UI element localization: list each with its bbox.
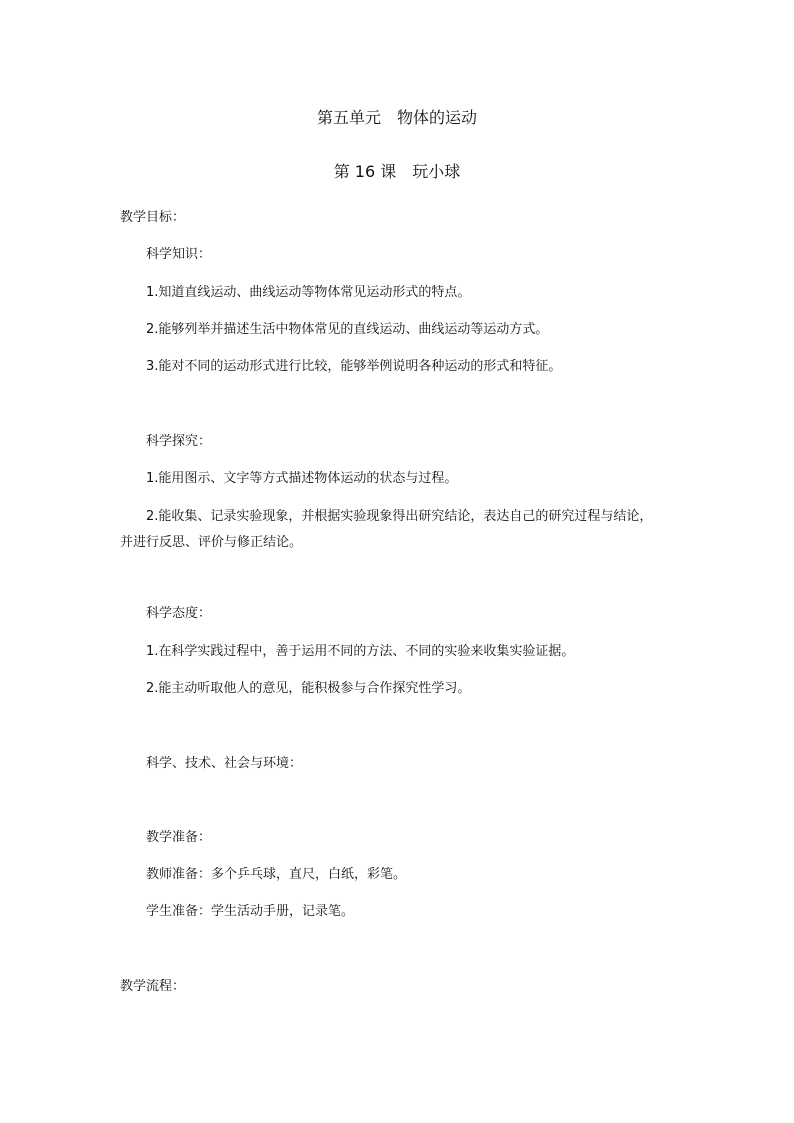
teacher-preparation: 教师准备：多个乒乓球，直尺，白纸，彩笔。 — [146, 867, 407, 882]
attitude-item-2: 2.能主动听取他人的意见，能积极参与合作探究性学习。 — [146, 681, 471, 696]
lesson-title: 第 16 课 玩小球 — [333, 162, 461, 181]
knowledge-heading: 科学知识： — [146, 247, 212, 262]
preparation-heading: 教学准备： — [146, 830, 212, 845]
inquiry-heading: 科学探究： — [146, 434, 212, 449]
knowledge-item-1: 1.知道直线运动、曲线运动等物体常见运动形式的特点。 — [146, 285, 471, 300]
process-heading: 教学流程： — [120, 979, 186, 994]
unit-title: 第五单元 物体的运动 — [316, 108, 477, 127]
student-preparation: 学生准备：学生活动手册，记录笔。 — [146, 904, 355, 919]
attitude-heading: 科学态度： — [146, 606, 212, 621]
inquiry-item-2: 2.能收集、记录实验现象，并根据实验现象得出研究结论，表达自己的研究过程与结论，并进行反思、评价与修正结论。 — [120, 509, 653, 550]
knowledge-item-3: 3.能对不同的运动形式进行比较，能够举例说明各种运动的形式和特征。 — [146, 359, 562, 374]
objectives-heading: 教学目标： — [120, 210, 186, 225]
inquiry-item-1: 1.能用图示、文字等方式描述物体运动的状态与过程。 — [146, 471, 458, 486]
sts-heading: 科学、技术、社会与环境： — [146, 756, 303, 771]
knowledge-item-2: 2.能够列举并描述生活中物体常见的直线运动、曲线运动等运动方式。 — [146, 322, 549, 337]
attitude-item-1: 1.在科学实践过程中，善于运用不同的方法、不同的实验来收集实验证据。 — [146, 644, 575, 659]
